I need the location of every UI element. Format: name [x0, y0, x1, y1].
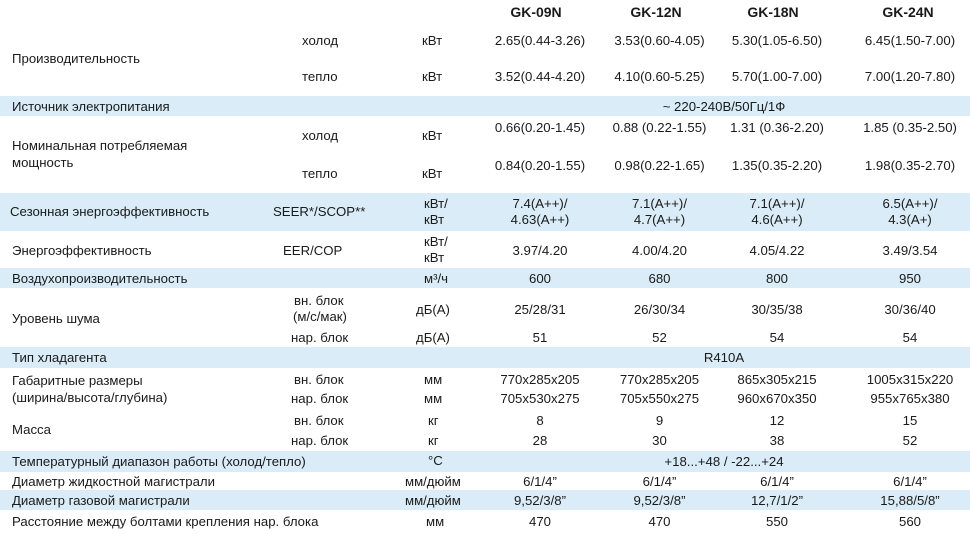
- unit-label: мм: [424, 372, 443, 387]
- value-cell: 3.52(0.44-4.20): [494, 69, 586, 84]
- value-cell: 52: [902, 433, 918, 448]
- value-cell: 4.00/4.20: [632, 243, 687, 258]
- unit-label: кВт/: [424, 196, 448, 211]
- row-label-dims-1: Габаритные размеры: [12, 373, 143, 388]
- sub-label-indoor: вн. блок: [294, 372, 344, 387]
- value-cell: 52: [652, 330, 667, 345]
- power-value: ~ 220-240В/50Гц/1Ф: [662, 99, 786, 114]
- sub-label-indoor-modes: (м/с/мак): [293, 309, 347, 324]
- value-cell: 770x285x205: [619, 372, 700, 387]
- sub-label-indoor: вн. блок: [294, 413, 344, 428]
- unit-label: кВт: [422, 128, 443, 143]
- model-header-1: GK-09N: [510, 4, 562, 20]
- value-cell: 705x550x275: [619, 391, 700, 406]
- temp-value: +18...+48 / -22...+24: [664, 454, 784, 469]
- row-label-noise: Уровень шума: [12, 311, 100, 326]
- value-cell: 54: [769, 330, 785, 345]
- row-label-liquid: Диаметр жидкостной магистрали: [12, 474, 215, 489]
- row-label-seasonal: Сезонная энергоэффективность: [10, 204, 210, 219]
- value-cell: 38: [769, 433, 785, 448]
- value-cell: 0.98(0.22-1.65): [614, 158, 705, 173]
- value-cell: 470: [528, 514, 551, 529]
- value-cell: 9,52/3/8”: [513, 493, 567, 508]
- value-cell: 705x530x275: [500, 391, 580, 406]
- value-cell: 12: [769, 413, 785, 428]
- row-label-mass: Масса: [12, 422, 51, 437]
- row-label-refrigerant: Тип хладагента: [12, 350, 107, 365]
- value-cell: 6/1/4”: [642, 474, 677, 489]
- unit-label: мм: [424, 391, 443, 406]
- sub-label-seer: SEER*/SCOP**: [273, 204, 366, 219]
- value-cell: 2.65(0.44-3.26): [494, 33, 586, 48]
- value-cell: 7.00(1.20-7.80): [864, 69, 956, 84]
- unit-label: кВт/: [424, 234, 448, 249]
- unit-label: °С: [428, 453, 443, 468]
- value-cell: 5.30(1.05-6.50): [731, 33, 823, 48]
- unit-label: мм/дюйм: [405, 474, 461, 489]
- value-cell: 30/35/38: [751, 302, 803, 317]
- value-cell: 6.45(1.50-7.00): [864, 33, 956, 48]
- value-cell: 3.53(0.60-4.05): [614, 33, 705, 48]
- value-cell: 865x305x215: [737, 372, 817, 387]
- row-label-consumption-2: мощность: [12, 155, 74, 170]
- value-cell: 54: [902, 330, 918, 345]
- unit-label: кВт: [422, 33, 443, 48]
- value-cell: 25/28/31: [514, 302, 566, 317]
- value-cell: 0.66(0.20-1.45): [494, 120, 586, 135]
- value-cell: 600: [528, 271, 551, 286]
- row-label-dims-2: (ширина/высота/глубина): [12, 390, 168, 405]
- value-cell: 800: [765, 271, 788, 286]
- row-label-eer: Энергоэффективность: [12, 243, 152, 258]
- row-label-temp: Температурный диапазон работы (холод/тепло): [12, 454, 306, 469]
- sub-label-cold: холод: [302, 128, 339, 143]
- value-cell: 1.35(0.35-2.20): [731, 158, 823, 173]
- value-cell: 5.70(1.00-7.00): [731, 69, 823, 84]
- value-cell: 51: [532, 330, 548, 345]
- unit-label: дБ(А): [416, 330, 450, 345]
- value-cell: 1.98(0.35-2.70): [864, 158, 956, 173]
- value-cell: 0.84(0.20-1.55): [494, 158, 586, 173]
- row-label-gas: Диаметр газовой магистрали: [12, 493, 190, 508]
- refrigerant-value: R410A: [703, 350, 745, 365]
- value-cell: 30/36/40: [884, 302, 936, 317]
- model-header-3: GK-18N: [747, 4, 799, 20]
- value-cell: 470: [648, 514, 671, 529]
- value-cell: 560: [898, 514, 921, 529]
- value-cell: 960x670x350: [737, 391, 817, 406]
- value-cell: 770x285x205: [500, 372, 580, 387]
- value-cell: 3.49/3.54: [882, 243, 938, 258]
- sub-label-outdoor: нар. блок: [291, 433, 349, 448]
- value-cell: 9: [655, 413, 664, 428]
- sub-label-heat: тепло: [302, 166, 338, 181]
- unit-label: кВт: [422, 166, 443, 181]
- value-cell: 4.63(A++): [510, 212, 570, 227]
- value-cell: 4.7(A++): [633, 212, 686, 227]
- sub-label-cold: холод: [302, 33, 339, 48]
- value-cell: 15: [902, 413, 918, 428]
- sub-label-outdoor: нар. блок: [291, 391, 349, 406]
- model-header-4: GK-24N: [882, 4, 934, 20]
- value-cell: 7.1(A++)/: [632, 196, 687, 211]
- value-cell: 4.10(0.60-5.25): [614, 69, 705, 84]
- value-cell: 7.1(A++)/: [749, 196, 805, 211]
- value-cell: 8: [536, 413, 544, 428]
- value-cell: 550: [765, 514, 788, 529]
- unit-label: кг: [428, 433, 439, 448]
- value-cell: 6.5(A++)/: [882, 196, 938, 211]
- unit-label: кВт: [424, 250, 445, 265]
- value-cell: 7.4(A++)/: [512, 196, 568, 211]
- value-cell: 4.3(A+): [888, 212, 932, 227]
- value-cell: 6/1/4”: [523, 474, 557, 489]
- unit-label: кг: [428, 413, 439, 428]
- value-cell: 28: [532, 433, 548, 448]
- unit-label: м³/ч: [424, 271, 448, 286]
- value-cell: 3.97/4.20: [512, 243, 568, 258]
- sub-label-heat: тепло: [302, 69, 338, 84]
- value-cell: 1.85 (0.35-2.50): [863, 120, 957, 135]
- unit-label: мм: [426, 514, 445, 529]
- value-cell: 15,88/5/8”: [880, 493, 940, 508]
- unit-label: мм/дюйм: [405, 493, 461, 508]
- value-cell: 6/1/4”: [760, 474, 794, 489]
- value-cell: 12,7/1/2”: [750, 493, 804, 508]
- value-cell: 6/1/4”: [893, 474, 927, 489]
- row-label-power: Источник электропитания: [12, 99, 170, 114]
- value-cell: 4.6(A++): [751, 212, 803, 227]
- unit-label: кВт: [424, 212, 445, 227]
- value-cell: 950: [898, 271, 921, 286]
- value-cell: 4.05/4.22: [749, 243, 805, 258]
- value-cell: 30: [652, 433, 667, 448]
- sub-label-eer: EER/COP: [283, 243, 343, 258]
- row-label-bolts: Расстояние между болтами крепления нар. блока: [12, 514, 319, 529]
- value-cell: 0.88 (0.22-1.55): [612, 120, 707, 135]
- sub-label-outdoor: нар. блок: [291, 330, 349, 345]
- row-label-airflow: Воздухопроизводительность: [12, 271, 188, 286]
- unit-label: кВт: [422, 69, 443, 84]
- unit-label: дБ(А): [416, 302, 450, 317]
- value-cell: 1.31 (0.36-2.20): [730, 120, 824, 135]
- row-label-consumption-1: Номинальная потребляемая: [12, 138, 188, 153]
- value-cell: 26/30/34: [633, 302, 686, 317]
- value-cell: 1005x315x220: [866, 372, 954, 387]
- value-cell: 680: [648, 271, 671, 286]
- row-label-performance: Производительность: [12, 51, 140, 66]
- value-cell: 9,52/3/8”: [633, 493, 686, 508]
- sub-label-indoor: вн. блок: [294, 293, 344, 308]
- value-cell: 955x765x380: [870, 391, 950, 406]
- model-header-2: GK-12N: [630, 4, 682, 20]
